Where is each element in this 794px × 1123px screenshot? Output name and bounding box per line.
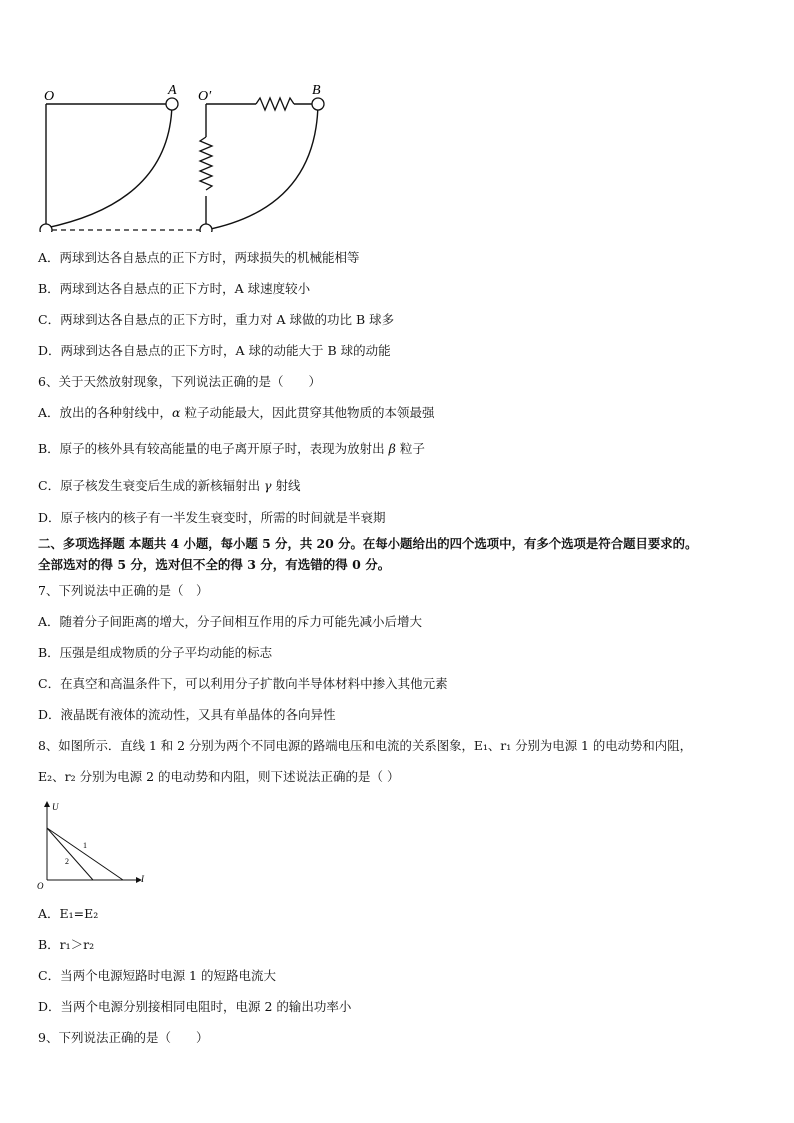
q6-option-d: D．原子核内的核子有一半发生衰变时，所需的时间就是半衰期 — [38, 510, 386, 525]
label-b: B — [312, 83, 321, 98]
q6-a-pre: A．放出的各种射线中， — [38, 405, 173, 420]
q6-c-pre: C．原子核发生衰变后生成的新核辐射出 — [38, 478, 265, 493]
q7-option-d: D．液晶既有液体的流动性，又具有单晶体的各向异性 — [38, 707, 336, 722]
pendulum-figure — [30, 82, 370, 232]
q8-option-a: A．E₁=E₂ — [38, 906, 99, 921]
q5-option-a: A．两球到达各自悬点的正下方时，两球损失的机械能相等 — [38, 250, 360, 265]
q6-option-b — [38, 441, 425, 457]
horizontal-spring — [256, 98, 294, 110]
q6-stem: 6、关于天然放射现象，下列说法正确的是（ ） — [38, 374, 321, 389]
line-1-label: 1 — [83, 841, 87, 850]
q8-stem-line1: 8、如图所示．直线 1 和 2 分别为两个不同电源的路端电压和电流的关系图象，E₁、r₁ 分别为电源 1 的电动势和内阻， — [38, 738, 692, 753]
q5-option-d: D．两球到达各自悬点的正下方时，A 球的动能大于 B 球的动能 — [38, 343, 391, 358]
origin-label: O — [37, 881, 44, 891]
label-o: O — [44, 89, 55, 104]
line-2 — [47, 828, 93, 880]
q5-option-b: B．两球到达各自悬点的正下方时，A 球速度较小 — [38, 281, 311, 296]
q7-option-a: A．随着分子间距离的增大，分子间相互作用的斥力可能先减小后增大 — [38, 614, 423, 629]
label-a: A — [168, 83, 177, 98]
q6-b-post: 粒子 — [395, 441, 425, 456]
q8-stem-line2: E₂、r₂ 分别为电源 2 的电动势和内阻，则下述说法正确的是（ ） — [38, 769, 400, 784]
section2-line1: 二、多项选择题 本题共 4 小题，每小题 5 分，共 20 分。在每小题给出的四个选项中，有多个选项是符合题目要求的。 — [38, 536, 698, 551]
q8-option-c: C．当两个电源短路时电源 1 的短路电流大 — [38, 968, 276, 983]
vertical-spring — [200, 137, 212, 190]
q7-option-c: C．在真空和高温条件下，可以利用分子扩散向半导体材料中掺入其他元素 — [38, 676, 448, 691]
q6-a-post: 粒子动能最大，因此贯穿其他物质的本领最强 — [180, 405, 435, 420]
line-2-label: 2 — [65, 857, 69, 866]
axis-i-label: I — [141, 874, 144, 884]
q6-c-post: 射线 — [271, 478, 301, 493]
label-o-prime: O′ — [198, 89, 212, 104]
ui-graph-figure — [35, 798, 155, 893]
line-1 — [47, 828, 123, 880]
ball-b-bottom — [200, 224, 212, 232]
alpha-symbol: α — [172, 405, 181, 420]
q6-option-c — [38, 478, 301, 494]
ball-a — [166, 98, 178, 110]
q6-option-a — [38, 405, 434, 421]
axis-u-label: U — [52, 802, 59, 812]
q9-stem: 9、下列说法正确的是（ ） — [38, 1030, 209, 1045]
ball-a-bottom — [40, 224, 52, 232]
q8-option-d: D．当两个电源分别接相同电阻时，电源 2 的输出功率小 — [38, 999, 352, 1014]
q6-b-pre: B．原子的核外具有较高能量的电子离开原子时，表现为放射出 — [38, 441, 389, 456]
section2-line2: 全部选对的得 5 分，选对但不全的得 3 分，有选错的得 0 分。 — [38, 557, 391, 572]
beta-symbol: β — [388, 441, 396, 456]
gamma-symbol: γ — [264, 478, 272, 493]
q8-option-b: B．r₁＞r₂ — [38, 937, 95, 952]
q7-option-b: B．压强是组成物质的分子平均动能的标志 — [38, 645, 273, 660]
q7-stem: 7、下列说法中正确的是（ ） — [38, 583, 209, 598]
ball-b — [312, 98, 324, 110]
q5-option-c: C．两球到达各自悬点的正下方时，重力对 A 球做的功比 B 球多 — [38, 312, 395, 327]
